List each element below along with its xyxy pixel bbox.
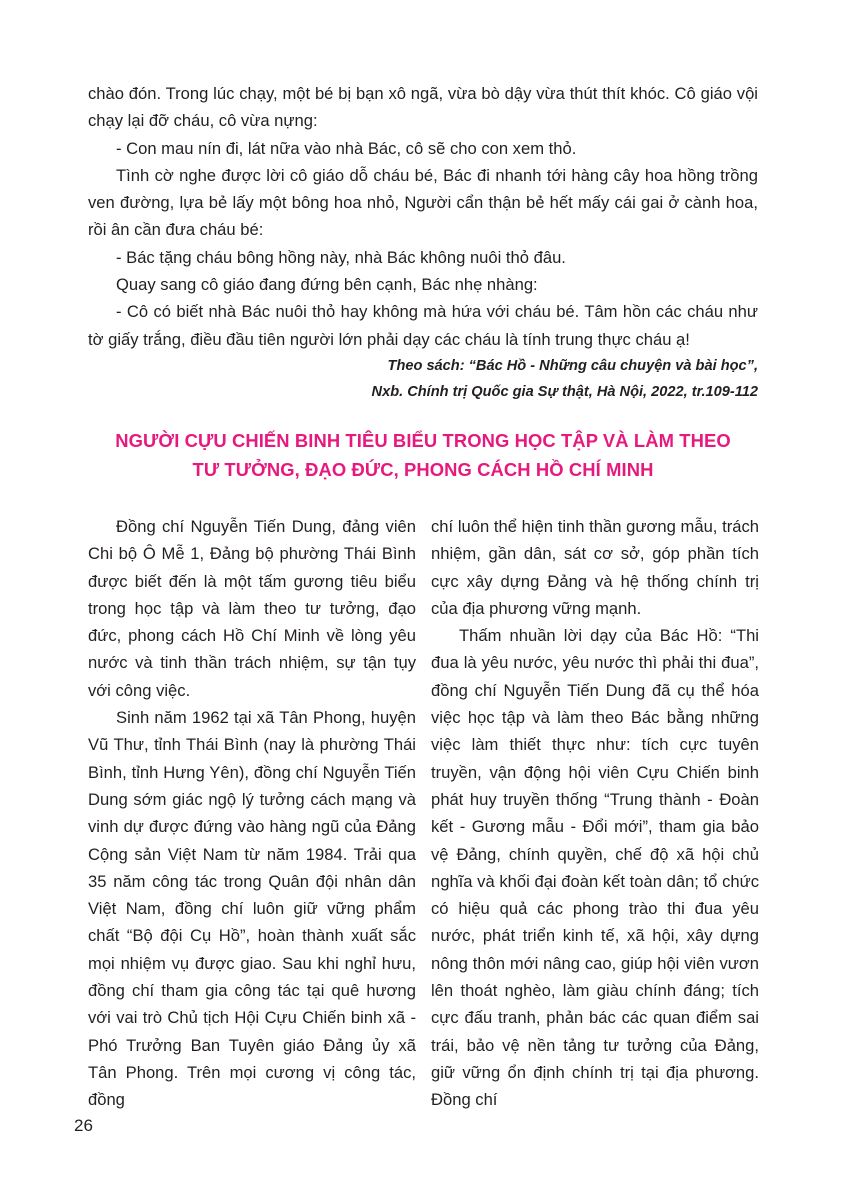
right-column	[431, 513, 759, 1114]
left-column	[88, 513, 416, 1114]
article-heading-line-2: TƯ TƯỞNG, ĐẠO ĐỨC, PHONG CÁCH HỒ CHÍ MINH	[192, 459, 654, 480]
body-paragraph: chí luôn thể hiện tinh thần gương mẫu, trách nhiệm, gần dân, sát cơ sở, góp phần tích cực xây dựng Đảng và hệ thống chính trị của địa phương vững mạnh.	[431, 517, 759, 618]
source-citation-line-2: Nxb. Chính trị Quốc gia Sự thật, Hà Nội, 2022, tr.109-112	[371, 383, 758, 400]
body-paragraph: Thấm nhuần lời dạy của Bác Hồ: “Thi đua là yêu nước, yêu nước thì phải thi đua”, đồng chí Nguyễn Tiến Dung đã cụ thể hóa việc học tập và làm theo Bác bằng những việc làm thiết thực như: tích cực tuyên truyền, vận động hội viên Cựu Chiến binh phát huy truyền thống “Trung thành - Đoàn kết - Gương mẫu - Đổi mới”, tham gia bảo vệ Đảng, chính quyền, chế độ xã hội chủ nghĩa và khối đại đoàn kết toàn dân; tổ chức có hiệu quả các phong trào thi đua yêu nước, phát triển kinh tế, xã hội, xây dựng nông thôn mới nâng cao, giúp hội viên vươn lên thoát nghèo, làm giàu chính đáng; tích cực đấu tranh, phản bác các quan điểm sai trái, bảo vệ nền tảng tư tưởng của Đảng, giữ vững ổn định chính trị tại địa phương. Đồng chí	[431, 626, 759, 1110]
story-paragraph: - Bác tặng cháu bông hồng này, nhà Bác không nuôi thỏ đâu.	[116, 247, 566, 267]
article-heading	[88, 426, 758, 484]
article-heading-line-1: NGƯỜI CỰU CHIẾN BINH TIÊU BIỂU TRONG HỌC TẬP VÀ LÀM THEO	[115, 430, 731, 451]
story-paragraph: - Con mau nín đi, lát nữa vào nhà Bác, cô sẽ cho con xem thỏ.	[116, 138, 577, 158]
story-paragraph: Tình cờ nghe được lời cô giáo dỗ cháu bé, Bác đi nhanh tới hàng cây hoa hồng trồng ven đường, lựa bẻ lấy một bông hoa nhỏ, Người cẩn thận bẻ hết mấy cái gai ở cành hoa, rồi ân cần đưa cháu bé:	[88, 165, 758, 240]
story-paragraph: - Cô có biết nhà Bác nuôi thỏ hay không mà hứa với cháu bé. Tâm hồn các cháu như tờ giấy trắng, điều đầu tiên người lớn phải dạy các cháu là tính trung thực cháu ạ!	[88, 302, 758, 349]
story-continuation	[88, 80, 758, 405]
body-paragraph: Sinh năm 1962 tại xã Tân Phong, huyện Vũ Thư, tỉnh Thái Bình (nay là phường Thái Bình, tỉnh Hưng Yên), đồng chí Nguyễn Tiến Dung sớm giác ngộ lý tưởng cách mạng và vinh dự được đứng vào hàng ngũ của Đảng Cộng sản Việt Nam từ năm 1984. Trải qua 35 năm công tác trong Quân đội nhân dân Việt Nam, đồng chí luôn giữ vững phẩm chất “Bộ đội Cụ Hồ”, hoàn thành xuất sắc mọi nhiệm vụ được giao. Sau khi nghỉ hưu, đồng chí tham gia công tác tại quê hương với vai trò Chủ tịch Hội Cựu Chiến binh xã - Phó Trưởng Ban Tuyên giáo Đảng ủy xã Tân Phong. Trên mọi cương vị công tác, đồng	[88, 708, 416, 1110]
story-paragraph: chào đón. Trong lúc chạy, một bé bị bạn xô ngã, vừa bò dậy vừa thút thít khóc. Cô giáo vội chạy lại đỡ cháu, cô vừa nựng:	[88, 84, 758, 131]
body-paragraph: Đồng chí Nguyễn Tiến Dung, đảng viên Chi bộ Ô Mễ 1, Đảng bộ phường Thái Bình được biết đến là một tấm gương tiêu biểu trong học tập và làm theo tư tưởng, đạo đức, phong cách Hồ Chí Minh về lòng yêu nước và tinh thần trách nhiệm, sự tận tụy với công việc.	[88, 517, 416, 700]
page-number: 26	[74, 1116, 93, 1135]
source-citation-line-1: Theo sách: “Bác Hồ - Những câu chuyện và bài học”,	[387, 357, 758, 374]
story-paragraph: Quay sang cô giáo đang đứng bên cạnh, Bác nhẹ nhàng:	[116, 275, 538, 295]
